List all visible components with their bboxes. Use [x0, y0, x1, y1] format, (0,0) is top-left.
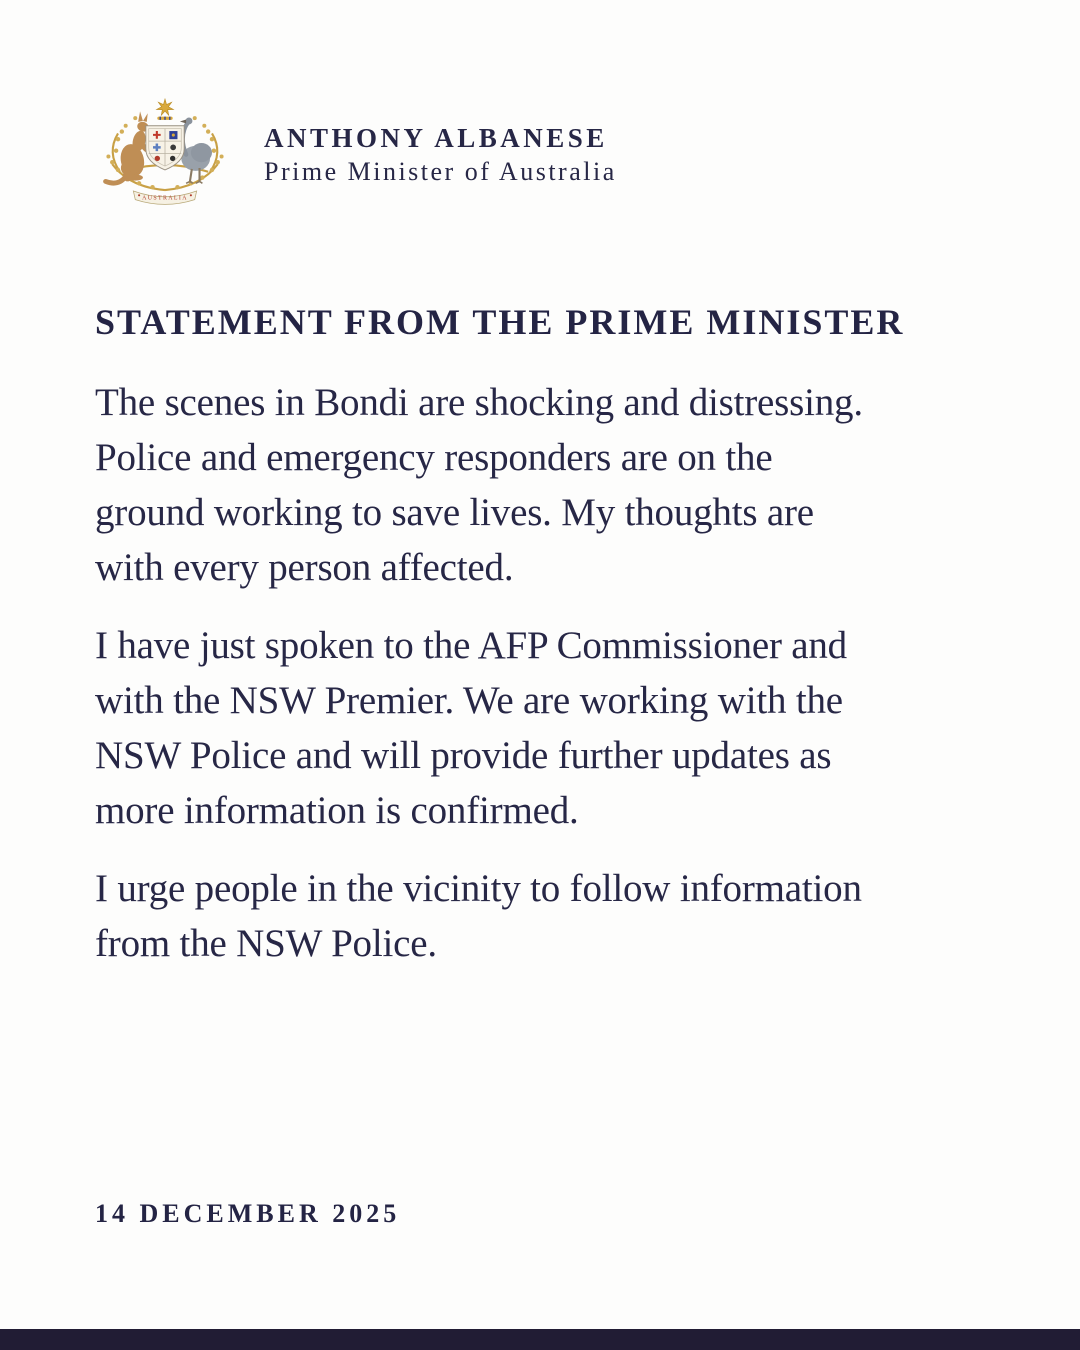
coat-of-arms-banner-text: AUSTRALIA — [142, 195, 188, 202]
statement-paragraph-1 — [95, 375, 863, 595]
statement-line: ground working to save lives. My thoughts are — [95, 491, 814, 534]
commonwealth-star — [157, 99, 174, 120]
australian-coat-of-arms-icon — [93, 97, 237, 214]
statement-line: I urge people in the vicinity to follow information — [95, 867, 862, 910]
statement-date: 14 DECEMBER 2025 — [95, 1199, 401, 1228]
pm-name: ANTHONY ALBANESE — [264, 123, 608, 153]
statement-line: more information is confirmed. — [95, 789, 579, 832]
statement-line: with the NSW Premier. We are working with the — [95, 679, 843, 722]
statement-line: Police and emergency responders are on the — [95, 436, 773, 479]
statement-line: The scenes in Bondi are shocking and distressing. — [95, 381, 863, 424]
emu — [180, 118, 212, 184]
statement-line: from the NSW Police. — [95, 922, 437, 965]
statement-line: with every person affected. — [95, 546, 514, 589]
bottom-accent-bar — [0, 1329, 1080, 1350]
masthead — [264, 122, 617, 187]
statement-paragraph-3 — [95, 861, 863, 971]
shield — [146, 126, 184, 170]
statement-body — [95, 375, 863, 971]
pm-title: Prime Minister of Australia — [264, 157, 617, 186]
coat-of-arms-banner — [133, 191, 196, 204]
statement-line: NSW Police and will provide further updates as — [95, 734, 832, 777]
statement-line: I have just spoken to the AFP Commissioner and — [95, 624, 847, 667]
statement-paragraph-2 — [95, 618, 863, 838]
statement-heading: STATEMENT FROM THE PRIME MINISTER — [95, 302, 905, 342]
